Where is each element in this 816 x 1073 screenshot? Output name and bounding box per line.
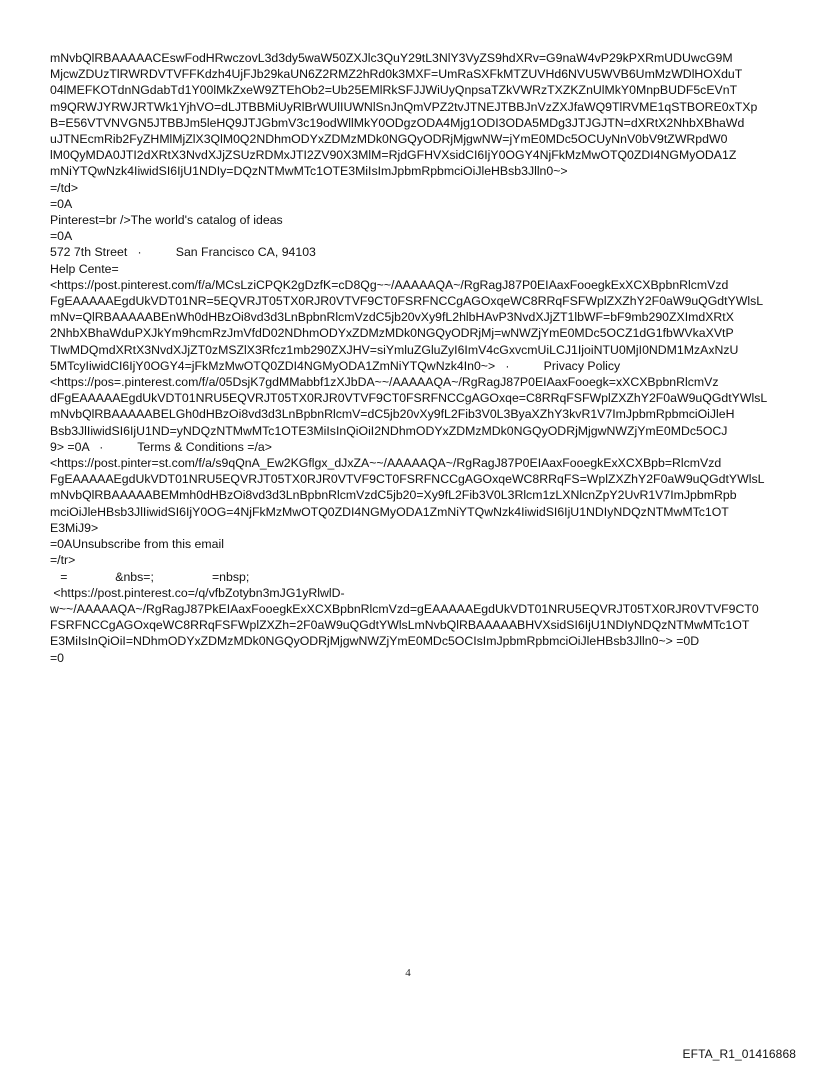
text-line: lM0QyMDA0JTI2dXRtX3NvdXJjZSUzRDMxJTI2ZV90X3MlM=RjdGFHVXsidCI6IjY0OGY4NjFkMzMwOTQ0ZDI4NGMyODA1Z	[50, 148, 737, 163]
text-line: FSRFNCCgAGOxqeWC8RRqFSFWplZXZh=2F0aW9uQGdtYWlsLmNvbQlRBAAAAABHVXsidSI6IjU1NDIyNDQzNTMwMTc1OT	[50, 618, 750, 633]
text-line: <https://post.pinterest.com/f/a/MCsLziCPQK2gDzfK=cD8Qg~~/AAAAAQA~/RgRagJ87P0EIAaxFooegkExXCXBpbnRlcmVzd	[50, 277, 729, 292]
text-line: uJTNEcmRib2FyZHMlMjZlX3QlM0Q2NDhmODYxZDMzMDk0NGQyODRjMjgwNW=jYmE0MDc5OCUyNnV0bV9tZWRpdW0	[50, 132, 728, 147]
text-line: <https://post.pinterest.co=/q/vfbZotybn3mJG1yRlwlD-	[50, 585, 345, 600]
text-line: TIwMDQmdXRtX3NvdXJjZT0zMSZlX3Rfcz1mb290ZXJHV=siYmluZGluZyI6ImV4cGxvcmUiLCJ1IjoiNTU0MjI0NDM1MzAxNzU	[50, 342, 739, 357]
text-line: mNvbQlRBAAAAABELGh0dHBzOi8vd3d3LnBpbnRlcmV=dC5jb20vXy9fL2Fib3V0L3ByaXZhY3kvR1V7ImJpbmRpbmciOiJleH	[50, 407, 735, 422]
text-line: <https://post.pinter=st.com/f/a/s9qQnA_Ew2KGflgx_dJxZA~~/AAAAAQA~/RgRagJ87P0EIAaxFooegkExXCXBpb=RlcmVzd	[50, 456, 722, 471]
text-line: =0	[50, 650, 65, 665]
text-line: E3MiJ9>	[50, 520, 99, 535]
text-line: FgEAAAAAEgdUkVDT01NRU5EQVRJT05TX0RJR0VTVF9CT0FSRFNCCgAGOxqeWC8RRqFS=WplZXZhY2F0aW9uQGdtYWlsL	[50, 472, 765, 487]
text-line: =/td>	[50, 180, 79, 195]
text-line: 2NhbXBhaWduPXJkYm9hcmRzJmVfdD02NDhmODYxZDMzMDk0NGQyODRjMj=wNWZjYmE0MDc5OCZ1dG1fbWVkaXVtP	[50, 326, 734, 341]
email-source-text	[50, 50, 775, 666]
text-line: =0A	[50, 229, 73, 244]
text-line: 572 7th Street · San Francisco CA, 94103	[50, 245, 316, 260]
text-line: Bsb3JlIiwidSI6IjU1ND=yNDQzNTMwMTc1OTE3MiIsInQiOiI2NDhmODYxZDMzMDk0NGQyODRjMjgwNWZjYmE0MDc5OCJ	[50, 423, 728, 438]
page-number: 4	[405, 967, 411, 979]
text-line: m9QRWJYRWJRTWk1YjhVO=dLJTBBMiUyRlBrWUlIUWNlSnJnQmVPZ2tvJTNEJTBBJnVzZXJfaWQ9TlRVME1qSTBORE0xTXp	[50, 99, 758, 114]
text-line: mNvbQlRBAAAAACEswFodHRwczovL3d3dy5waW50ZXJlc3QuY29tL3NlY3VyZS9hdXRv=G9naW4vP29kPXRmUDUwcG9M	[50, 51, 733, 65]
text-line: <https://pos=.pinterest.com/f/a/05DsjK7gdMMabbf1zXJbDA~~/AAAAAQA~/RgRagJ87P0EIAaxFooegk=xXCXBpbnRlcmVz	[50, 375, 719, 390]
document-id: EFTA_R1_01416868	[682, 1047, 796, 1061]
text-line: E3MiIsInQiOiI=NDhmODYxZDMzMDk0NGQyODRjMjgwNWZjYmE0MDc5OCIsImJpbmRpbmciOiJleHBsb3Jlln0~> =0D	[50, 634, 700, 649]
text-line: = &nbs=; =nbsp;	[50, 569, 250, 584]
text-line: B=E56VTVNVGN5JTBBJm5leHQ9JTJGbmV3c19odWllMkY0ODgzODA4Mjg1ODI3ODA5MDg3JTJGJTN=dXRtX2NhbXBhaWd	[50, 115, 745, 130]
text-line: Pinterest=br />The world's catalog of ideas	[50, 213, 283, 228]
text-line: MjcwZDUzTlRWRDVTVFFKdzh4UjFJb29kaUN6Z2RMZ2hRd0k3MXF=UmRaSXFkMTZUVHd6NVU5WVB6UmMzWDlHOXduT	[50, 67, 743, 82]
text-line: w~~/AAAAAQA~/RgRagJ87PkEIAaxFooegkExXCXBpbnRlcmVzd=gEAAAAAEgdUkVDT01NRU5EQVRJT05TX0RJR0VTVF9CT0	[50, 601, 759, 616]
text-line: mNv=QlRBAAAAABEnWh0dHBzOi8vd3d3LnBpbnRlcmVzdC5jb20vXy9fL2hlbHAvP3NvdXJjZT1lbWF=bF9mb290ZXImdXRtX	[50, 310, 734, 325]
text-line: dFgEAAAAAEgdUkVDT01NRU5EQVRJT05TX0RJR0VTVF9CT0FSRFNCCgAGOxqe=C8RRqFSFWplZXZhY2F0aW9uQGdtYWlsL	[50, 391, 768, 406]
text-line: mciOiJleHBsb3JlIiwidSI6IjY0OG=4NjFkMzMwOTQ0ZDI4NGMyODA1ZmNiYTQwNzk4IiwidSI6IjU1NDIyNDQzNTMwMTc1OT	[50, 504, 729, 519]
text-line: mNvbQlRBAAAAABEMmh0dHBzOi8vd3d3LnBpbnRlcmVzdC5jb20=Xy9fL2Fib3V0L3Rlcm1zLXNlcnZpY2UvR1V7ImJpbmRpb	[50, 488, 737, 503]
text-line: =0A	[50, 196, 73, 211]
text-line: =/tr>	[50, 553, 76, 568]
text-line: 5MTcyIiwidCI6IjY0OGY4=jFkMzMwOTQ0ZDI4NGMyODA1ZmNiYTQwNzk4In0~> · Privacy Policy	[50, 358, 621, 373]
text-line: FgEAAAAAEgdUkVDT01NR=5EQVRJT05TX0RJR0VTVF9CT0FSRFNCCgAGOxqeWC8RRqFSFWplZXZhY2F0aW9uQGdtYWlsL	[50, 294, 764, 309]
text-line: mNiYTQwNzk4IiwidSI6IjU1NDIy=DQzNTMwMTc1OTE3MiIsImJpbmRpbmciOiJleHBsb3Jlln0~>	[50, 164, 568, 179]
text-line: 04lMEFKOTdnNGdabTd1Y00lMkZxeW9ZTEhOb2=Ub25EMlRkSFJJWiUyQnpsaTZkVWRzTXZKZnUlMkY0MnpBUDF5cEVnT	[50, 83, 738, 98]
text-line: 9> =0A · Terms & Conditions =/a>	[50, 439, 272, 454]
text-line: =0AUnsubscribe from this email	[50, 537, 224, 552]
text-line: Help Cente=	[50, 261, 119, 276]
